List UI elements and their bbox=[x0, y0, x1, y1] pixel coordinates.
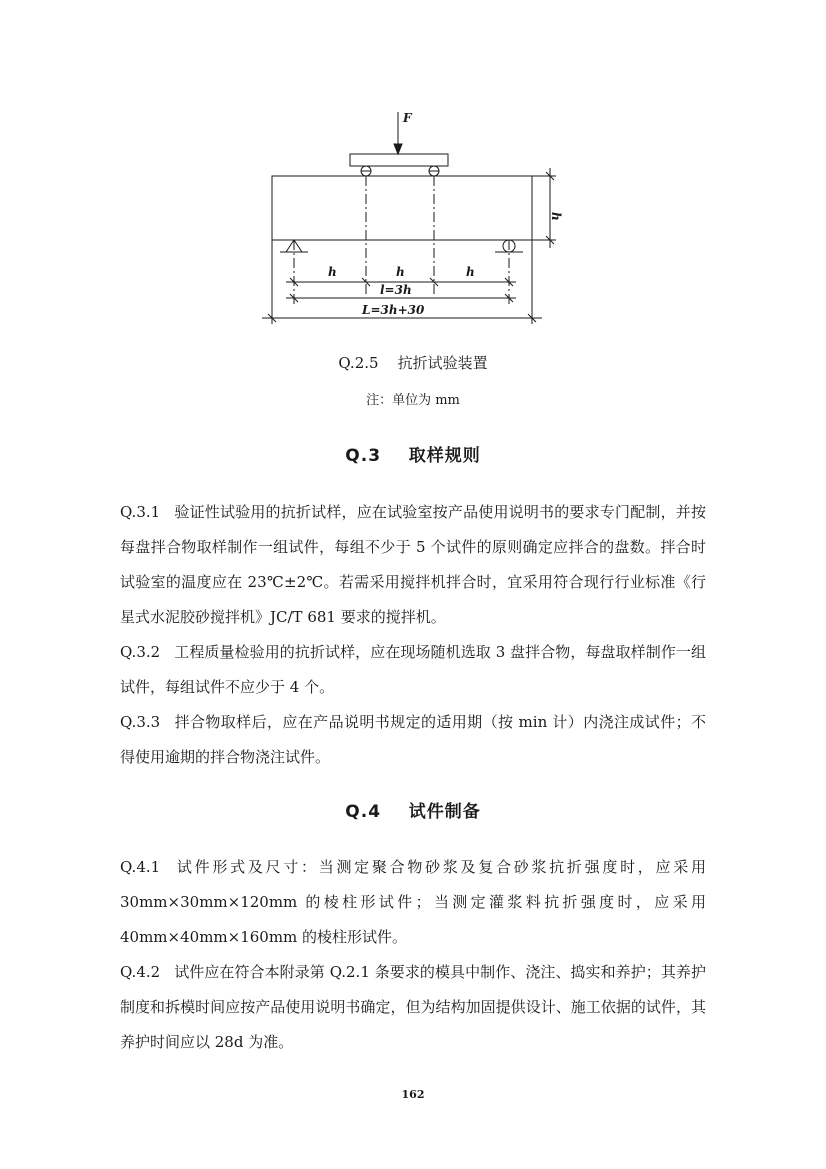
clause-number: Q.3.2 bbox=[120, 643, 161, 661]
span-label-1: h bbox=[328, 265, 337, 279]
figure-caption: Q.2.5 抗折试验装置 bbox=[338, 354, 488, 372]
support-span-label: l=3h bbox=[380, 283, 412, 297]
section-heading-q3: Q.3 取样规则 bbox=[345, 446, 481, 466]
total-length-label: L=3h+30 bbox=[362, 303, 425, 317]
paragraph-q4-2 bbox=[120, 955, 706, 1060]
span-label-3: h bbox=[466, 265, 475, 279]
clause-number: Q.3.3 bbox=[120, 713, 161, 731]
clause-number: Q.4.2 bbox=[120, 963, 161, 981]
page-number: 162 bbox=[401, 1088, 425, 1101]
height-label: h bbox=[549, 212, 563, 221]
figure-note: 注：单位为 mm bbox=[366, 393, 460, 408]
flexural-test-diagram bbox=[250, 108, 590, 330]
load-arrowhead bbox=[394, 144, 402, 154]
clause-text: 拌合物取样后，应在产品说明书规定的适用期（按 min 计）内浇注成试件；不得使用逾期的拌合物浇注试件。 bbox=[120, 713, 706, 766]
clause-text: 工程质量检验用的抗折试样，应在现场随机选取 3 盘拌合物，每盘取样制作一组试件，每组试件不应少于 4 个。 bbox=[120, 643, 706, 696]
specimen-beam bbox=[272, 176, 532, 240]
clause-number: Q.3.1 bbox=[120, 503, 161, 521]
paragraph-q3-2 bbox=[120, 635, 706, 705]
loading-plate bbox=[350, 154, 448, 166]
clause-text: 验证性试验用的抗折试样，应在试验室按产品使用说明书的要求专门配制，并按每盘拌合物取样制作一组试件，每组不少于 5 个试件的原则确定应拌合的盘数。拌合时试验室的温度应在 23℃±2℃。若需采用搅拌机拌合时，宜采用符合现行行业标准《行星式水泥胶砂搅拌机》JC/T 681 要求的搅拌机。 bbox=[120, 503, 706, 626]
paragraph-q3-3 bbox=[120, 705, 706, 775]
span-label-2: h bbox=[396, 265, 405, 279]
paragraph-q3-1 bbox=[120, 495, 706, 635]
clause-text: 试件形式及尺寸：当测定聚合物砂浆及复合砂浆抗折强度时，应采用 30mm×30mm×120mm 的棱柱形试件；当测定灌浆料抗折强度时，应采用 40mm×40mm×160mm 的棱柱形试件。 bbox=[120, 858, 706, 946]
clause-text: 试件应在符合本附录第 Q.2.1 条要求的模具中制作、浇注、捣实和养护；其养护制度和拆模时间应按产品使用说明书确定，但为结构加固提供设计、施工依据的试件，其养护时间应以 28d 为准。 bbox=[120, 963, 706, 1051]
clause-number: Q.4.1 bbox=[120, 858, 161, 876]
paragraph-q4-1 bbox=[120, 850, 706, 955]
force-label: F bbox=[403, 111, 412, 125]
section-heading-q4: Q.4 试件制备 bbox=[345, 802, 481, 822]
